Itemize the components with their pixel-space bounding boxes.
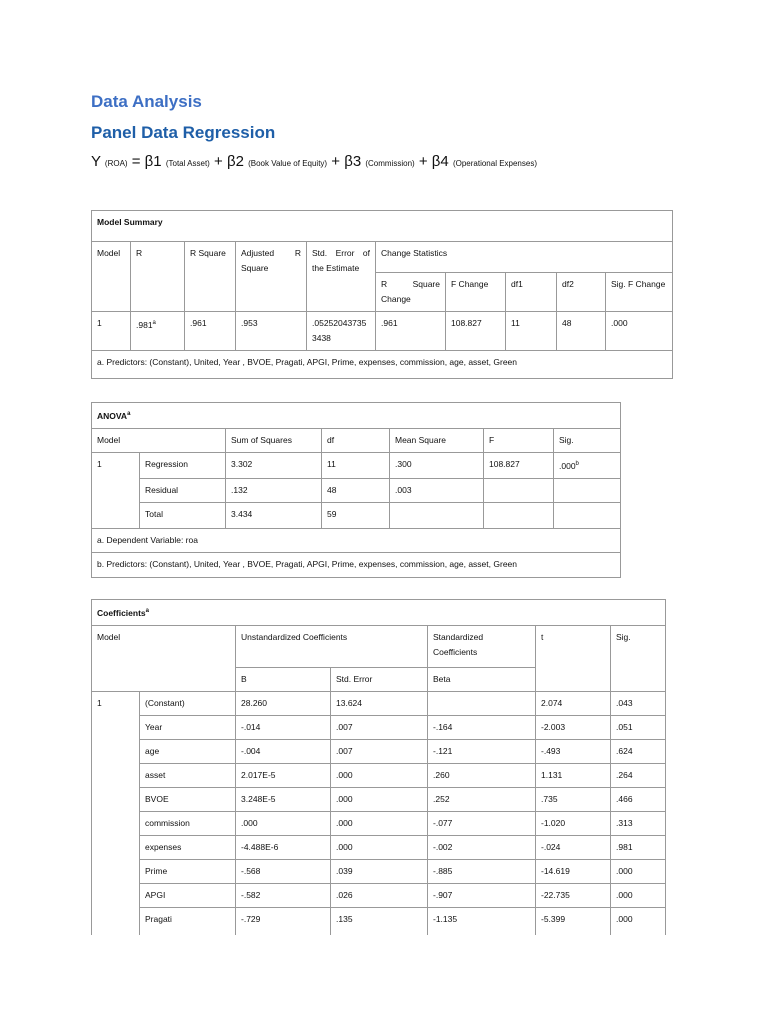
coef-row-se: .007 (331, 715, 428, 739)
anova-sig-value: .000 (559, 460, 576, 471)
anova-row-f: 108.827 (484, 452, 554, 478)
coef-row-t: -.493 (536, 739, 611, 763)
anova-header-f: F (484, 428, 554, 452)
coef-row-b: -.004 (236, 739, 331, 763)
anova-row-f (484, 478, 554, 502)
ms-header-df2: df2 (557, 273, 606, 312)
coef-row-b: .000 (236, 811, 331, 835)
coef-row-t: 2.074 (536, 691, 611, 715)
coef-row-beta: -.121 (428, 739, 536, 763)
anova-footnote-a: a. Dependent Variable: roa (92, 528, 621, 552)
ms-cell-r (131, 312, 185, 351)
coef-header-std (428, 625, 536, 667)
anova-row-sig (554, 452, 621, 478)
anova-header-mean-sq: Mean Square (390, 428, 484, 452)
coef-row-beta: .260 (428, 763, 536, 787)
coefficients-table (91, 599, 666, 935)
anova-row-f (484, 502, 554, 528)
regression-formula (91, 153, 537, 170)
heading-data-analysis: Data Analysis (91, 92, 202, 111)
coef-row-label: age (140, 739, 236, 763)
ms-adj-2: R (294, 248, 301, 258)
coef-row-beta: -.077 (428, 811, 536, 835)
coef-row-sig: .624 (611, 739, 666, 763)
anova-header-sig: Sig. (554, 428, 621, 452)
coef-row-sig: .981 (611, 835, 666, 859)
coef-row-beta: -.885 (428, 859, 536, 883)
ms-rsc-1: R (381, 279, 388, 289)
coef-row-sig: .043 (611, 691, 666, 715)
coef-row-label: commission (140, 811, 236, 835)
coef-row-b: 28.260 (236, 691, 331, 715)
anova-row-df: 11 (322, 452, 390, 478)
coef-row-b: 3.248E-5 (236, 787, 331, 811)
ms-se-value-1: .05252043735 (312, 318, 367, 328)
coef-row-se: 13.624 (331, 691, 428, 715)
coef-row-se: .039 (331, 859, 428, 883)
ms-cell-model: 1 (92, 312, 131, 351)
anova-row-label: Total (140, 502, 226, 528)
anova-row-df: 48 (322, 478, 390, 502)
ms-header-r-square: R Square (185, 242, 236, 312)
anova-row-mean-sq: .003 (390, 478, 484, 502)
coef-header-t: t (536, 625, 611, 691)
ms-header-model: Model (92, 242, 131, 312)
ms-header-change-stats: Change Statistics (376, 242, 673, 273)
ms-header-r-sq-change (376, 273, 446, 312)
formula-y: Y (91, 153, 101, 170)
formula-bvoe: (Book Value of Equity) (248, 159, 328, 168)
ms-cell-std-error (307, 312, 376, 351)
coef-row-label: asset (140, 763, 236, 787)
coef-row-label: BVOE (140, 787, 236, 811)
anova-row-mean-sq: .300 (390, 452, 484, 478)
coef-row-b: 2.017E-5 (236, 763, 331, 787)
anova-header-model: Model (92, 428, 226, 452)
ms-cell-sig: .000 (606, 312, 673, 351)
coef-row-beta: .252 (428, 787, 536, 811)
coef-title (92, 600, 666, 626)
coef-row-se: .000 (331, 811, 428, 835)
coef-row-sig: .313 (611, 811, 666, 835)
anova-footnote-b: b. Predictors: (Constant), United, Year , BVOE, Pragati, APGI, Prime, expenses, commission, age, asset, Green (92, 552, 621, 577)
coef-row-t: -22.735 (536, 883, 611, 907)
formula-roa: (ROA) (104, 159, 128, 168)
anova-row-sig (554, 478, 621, 502)
coef-row-t: -5.399 (536, 907, 611, 935)
coef-row-se: .000 (331, 787, 428, 811)
coef-row-se: .000 (331, 763, 428, 787)
ms-cell-df1: 11 (506, 312, 557, 351)
ms-se-2: Error (335, 248, 355, 258)
coef-row-label: Year (140, 715, 236, 739)
coef-row-b: -.582 (236, 883, 331, 907)
coef-model-num: 1 (92, 691, 140, 935)
coef-row-b: -.729 (236, 907, 331, 935)
ms-cell-adjusted: .953 (236, 312, 307, 351)
coef-row-b: -.568 (236, 859, 331, 883)
ms-adj-3: Square (241, 263, 269, 273)
ms-rsc-2: Square (412, 279, 440, 289)
model-summary-table (91, 210, 673, 379)
coef-row-label: Prime (140, 859, 236, 883)
anova-row-label: Regression (140, 452, 226, 478)
coef-row-beta: -.002 (428, 835, 536, 859)
ms-r-sup: a (152, 320, 156, 326)
ms-se-4: the Estimate (312, 263, 360, 273)
ms-header-df1: df1 (506, 273, 557, 312)
formula-total-asset: (Total Asset) (165, 159, 210, 168)
coef-header-std-2: Coefficients (433, 646, 478, 657)
coef-header-beta: Beta (428, 667, 536, 691)
ms-cell-f-change: 108.827 (446, 312, 506, 351)
coef-header-model: Model (92, 625, 236, 691)
anova-row-sig (554, 502, 621, 528)
anova-row-mean-sq (390, 502, 484, 528)
anova-sig-sup: b (575, 460, 579, 467)
anova-header-df: df (322, 428, 390, 452)
model-summary-title: Model Summary (92, 211, 673, 242)
anova-title-sup: a (127, 411, 131, 417)
coef-header-std-1: Standardized (433, 631, 484, 642)
coef-row-label: Pragati (140, 907, 236, 935)
anova-model-num: 1 (92, 452, 140, 528)
anova-row-df: 59 (322, 502, 390, 528)
coef-title-text: Coefficients (97, 607, 146, 618)
anova-row-label: Residual (140, 478, 226, 502)
formula-opex: (Operational Expenses) (452, 159, 537, 168)
ms-header-f-change: F Change (446, 273, 506, 312)
coef-row-sig: .000 (611, 907, 666, 935)
anova-row-sum-sq: .132 (226, 478, 322, 502)
anova-title-text: ANOVA (97, 410, 128, 421)
formula-commission: (Commission) (365, 159, 415, 168)
coef-row-t: -14.619 (536, 859, 611, 883)
formula-b3: + β3 (331, 153, 362, 170)
coef-row-label: APGI (140, 883, 236, 907)
ms-footnote: a. Predictors: (Constant), United, Year , BVOE, Pragati, APGI, Prime, expenses, commission, age, asset, Green (92, 351, 673, 379)
coef-header-b: B (236, 667, 331, 691)
formula-b4: + β4 (418, 153, 449, 170)
coef-row-sig: .000 (611, 883, 666, 907)
coef-row-se: .135 (331, 907, 428, 935)
anova-header-sum-sq: Sum of Squares (226, 428, 322, 452)
anova-title (92, 403, 621, 429)
coef-row-se: .007 (331, 739, 428, 763)
heading-panel-regression: Panel Data Regression (91, 123, 276, 142)
coef-row-label: expenses (140, 835, 236, 859)
coef-header-sig: Sig. (611, 625, 666, 691)
formula-b2: + β2 (214, 153, 244, 170)
ms-cell-df2: 48 (557, 312, 606, 351)
coef-header-unstd: Unstandardized Coefficients (236, 625, 428, 667)
coef-row-beta (428, 691, 536, 715)
coef-row-t: -1.020 (536, 811, 611, 835)
ms-rsc-3: Change (381, 294, 411, 304)
anova-row-sum-sq: 3.434 (226, 502, 322, 528)
ms-cell-r-sq-change: .961 (376, 312, 446, 351)
coef-row-t: .735 (536, 787, 611, 811)
anova-table (91, 402, 621, 578)
ms-header-sig-f: Sig. F Change (606, 273, 673, 312)
coef-row-b: -.014 (236, 715, 331, 739)
coef-header-std-error: Std. Error (331, 667, 428, 691)
coef-row-sig: .051 (611, 715, 666, 739)
coef-title-sup: a (145, 608, 149, 614)
coef-row-t: -.024 (536, 835, 611, 859)
formula-b1: = β1 (131, 153, 162, 170)
coef-row-beta: -.164 (428, 715, 536, 739)
ms-cell-r-square: .961 (185, 312, 236, 351)
ms-se-value-2: 3438 (312, 333, 331, 343)
coef-row-beta: -1.135 (428, 907, 536, 935)
anova-row-sum-sq: 3.302 (226, 452, 322, 478)
coef-row-se: .000 (331, 835, 428, 859)
ms-header-adjusted (236, 242, 307, 312)
coef-row-b: -4.488E-6 (236, 835, 331, 859)
coef-row-t: -2.003 (536, 715, 611, 739)
coef-row-sig: .466 (611, 787, 666, 811)
coef-row-se: .026 (331, 883, 428, 907)
coef-row-t: 1.131 (536, 763, 611, 787)
coef-row-sig: .000 (611, 859, 666, 883)
ms-adj-1: Adjusted (241, 248, 275, 258)
coef-row-sig: .264 (611, 763, 666, 787)
ms-se-1: Std. (312, 248, 328, 258)
ms-se-3: of (362, 248, 370, 258)
coef-row-label: (Constant) (140, 691, 236, 715)
ms-header-std-error (307, 242, 376, 312)
coef-row-beta: -.907 (428, 883, 536, 907)
ms-r-value: .981 (136, 319, 153, 330)
ms-header-r: R (131, 242, 185, 312)
